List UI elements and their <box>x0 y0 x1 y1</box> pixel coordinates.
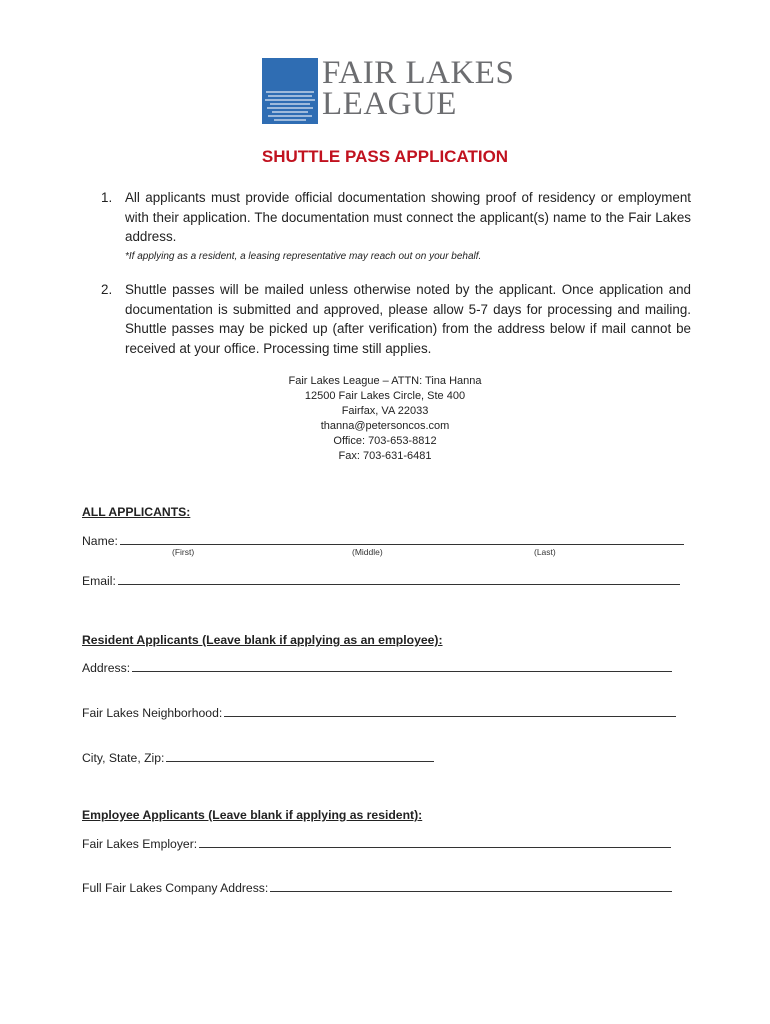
neighborhood-field <box>82 704 676 720</box>
item-text: Shuttle passes will be mailed unless otherwise noted by the applicant. Once application and documentation is submitted and approved, please allow 5-7 days for processing and mailing. Shuttle passes may be picked up (after verification) from the address below if mail cannot be received at your office. Processing time still applies. <box>125 282 691 356</box>
contact-email[interactable]: thanna@petersoncos.com <box>320 420 450 432</box>
item-note: *If applying as a resident, a leasing representative may reach out on your behalf. <box>125 250 482 262</box>
neighborhood-input-line[interactable] <box>224 704 676 717</box>
name-label: Name: <box>82 534 118 548</box>
logo-line-1: FAIR LAKES <box>322 55 515 91</box>
contact-block <box>0 374 770 464</box>
middle-name-caption: (Middle) <box>352 547 383 557</box>
company-address-field <box>82 879 672 895</box>
item-number: 1. <box>101 190 113 205</box>
all-applicants-heading: ALL APPLICANTS: <box>82 505 191 519</box>
fair-lakes-league-logo <box>262 55 522 124</box>
email-field <box>82 572 680 588</box>
instruction-item-1 <box>101 188 691 265</box>
item-number: 2. <box>101 282 113 297</box>
employee-heading: Employee Applicants (Leave blank if applying as resident): <box>82 808 423 822</box>
address-field <box>82 659 672 675</box>
logo-line-2: LEAGUE <box>322 86 457 122</box>
address-label: Address: <box>82 661 131 675</box>
neighborhood-label: Fair Lakes Neighborhood: <box>82 706 223 720</box>
email-input-line[interactable] <box>118 572 680 585</box>
contact-fax: Fax: 703-631-6481 <box>338 450 432 462</box>
employer-label: Fair Lakes Employer: <box>82 837 198 851</box>
city-state-zip-input-line[interactable] <box>166 749 434 762</box>
contact-attn: Fair Lakes League – ATTN: Tina Hanna <box>288 375 482 387</box>
company-address-input-line[interactable] <box>270 879 672 892</box>
contact-street: 12500 Fair Lakes Circle, Ste 400 <box>304 390 466 402</box>
employer-input-line[interactable] <box>199 835 671 848</box>
page-title: SHUTTLE PASS APPLICATION <box>261 147 509 166</box>
contact-city: Fairfax, VA 22033 <box>341 405 429 417</box>
logo-wordmark <box>322 55 515 122</box>
instruction-item-2 <box>101 280 691 358</box>
name-field <box>82 532 684 548</box>
city-state-zip-label: City, State, Zip: <box>82 751 165 765</box>
company-address-label: Full Fair Lakes Company Address: <box>82 881 269 895</box>
city-state-zip-field <box>82 749 434 765</box>
employer-field <box>82 835 671 851</box>
address-input-line[interactable] <box>132 659 672 672</box>
item-text: All applicants must provide official documentation showing proof of residency or employment with their application. The documentation must connect the applicant(s) name to the Fair Lakes address. <box>125 190 691 244</box>
resident-heading: Resident Applicants (Leave blank if applying as an employee): <box>82 633 443 647</box>
first-name-caption: (First) <box>172 547 195 557</box>
name-input-line[interactable] <box>120 532 684 545</box>
email-label: Email: <box>82 574 116 588</box>
lake-waves-icon <box>262 58 318 124</box>
last-name-caption: (Last) <box>534 547 556 557</box>
contact-office-phone: Office: 703-653-8812 <box>333 435 437 447</box>
